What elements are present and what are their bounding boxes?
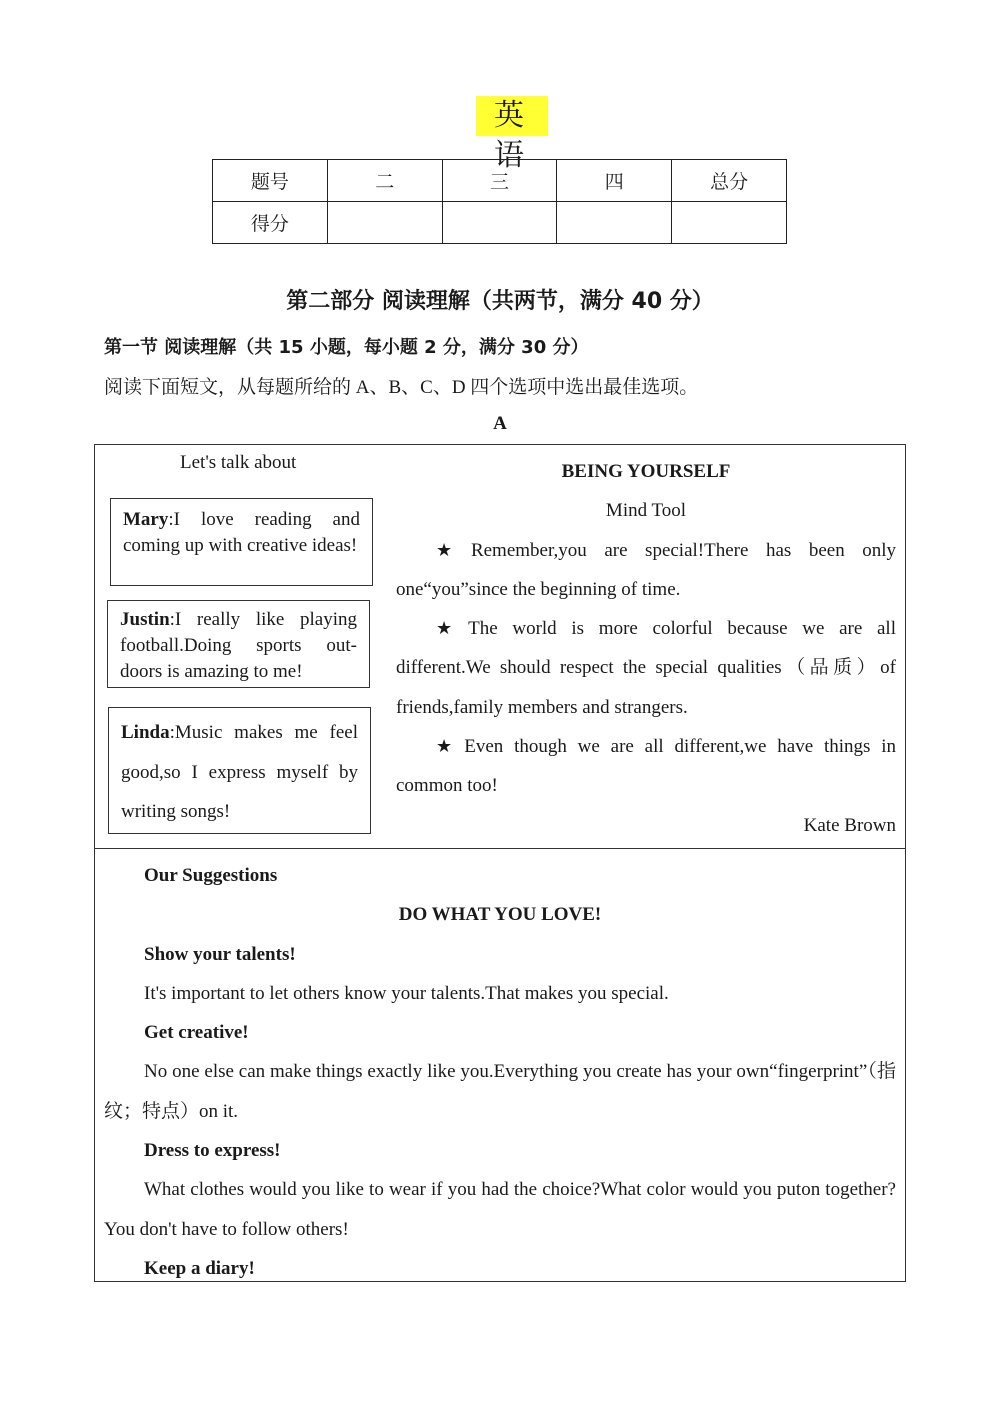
suggestion-heading: Dress to express!: [144, 1140, 281, 1162]
passage-divider: [94, 848, 906, 849]
article-column: [396, 452, 896, 845]
passage-label: A: [493, 413, 507, 434]
speaker-name: Justin: [120, 609, 170, 630]
suggestion-text: It's important to let others know your talents.That makes you special.: [144, 982, 669, 1004]
score-cell[interactable]: [557, 202, 672, 244]
section-heading: 第一节 阅读理解（共 15 小题，每小题 2 分，满分 30 分）: [104, 337, 589, 358]
speech-text: :Music makes me feel good,so I express myself by writing songs!: [121, 722, 358, 822]
score-table: [212, 159, 787, 244]
article-point: ★ Remember,you are special!There has been only one“you”since the beginning of time.: [396, 539, 897, 600]
score-cell[interactable]: [327, 202, 442, 244]
article-point: ★ The world is more colorful because we are all different.We should respect the special qualities（品质）of friends,family members and strangers.: [396, 618, 896, 718]
score-table-row-label: 得分: [213, 202, 328, 244]
article-point: ★ Even though we are all different,we have things in common too!: [396, 736, 896, 797]
suggestion-heading: Keep a diary!: [144, 1257, 255, 1279]
score-table-header-cell: 题号: [213, 160, 328, 202]
page-title: 英 语: [476, 96, 548, 136]
score-table-score-row: [213, 202, 787, 244]
suggestion-heading: Show your talents!: [144, 943, 296, 965]
suggestion-text: No one else can make things exactly like you.Everything you create has your own“fingerprint”（指纹；特点）on it.: [104, 1061, 896, 1122]
speech-text: :I love reading and coming up with creative ideas!: [123, 509, 360, 556]
score-table-header-cell: 四: [557, 160, 672, 202]
suggestions-title: DO WHAT YOU LOVE!: [398, 904, 602, 926]
suggestions-heading: Our Suggestions: [144, 865, 278, 886]
article-subtitle: Mind Tool: [605, 500, 687, 522]
speech-box-justin: [107, 600, 370, 688]
score-table-header-cell: 三: [442, 160, 557, 202]
speech-box-linda: [108, 707, 371, 834]
star-icon: ★: [436, 618, 463, 640]
part-heading: 第二部分 阅读理解（共两节，满分 40 分）: [286, 289, 714, 314]
speech-text: :I really like playing football.Doing sports out-doors is amazing to me!: [120, 609, 357, 682]
instruction-text: 阅读下面短文，从每题所给的 A、B、C、D 四个选项中选出最佳选项。: [104, 377, 699, 398]
article-author: Kate Brown: [803, 814, 896, 836]
score-table-header-row: [213, 160, 787, 202]
score-cell[interactable]: [672, 202, 787, 244]
talk-heading: Let's talk about: [180, 452, 297, 473]
speech-box-mary: [110, 498, 373, 586]
score-table-header-cell: 总分: [672, 160, 787, 202]
star-icon: ★: [436, 736, 459, 758]
speaker-name: Linda: [121, 722, 170, 743]
article-title: BEING YOURSELF: [561, 461, 731, 482]
score-cell[interactable]: [442, 202, 557, 244]
suggestion-text: What clothes would you like to wear if you had the choice?What color would you puton together?You don't have to follow others!: [104, 1179, 896, 1240]
score-table-header-cell: 二: [327, 160, 442, 202]
suggestions-section: [104, 856, 896, 1288]
suggestion-heading: Get creative!: [144, 1022, 249, 1044]
speaker-name: Mary: [123, 509, 169, 530]
star-icon: ★: [436, 539, 465, 561]
